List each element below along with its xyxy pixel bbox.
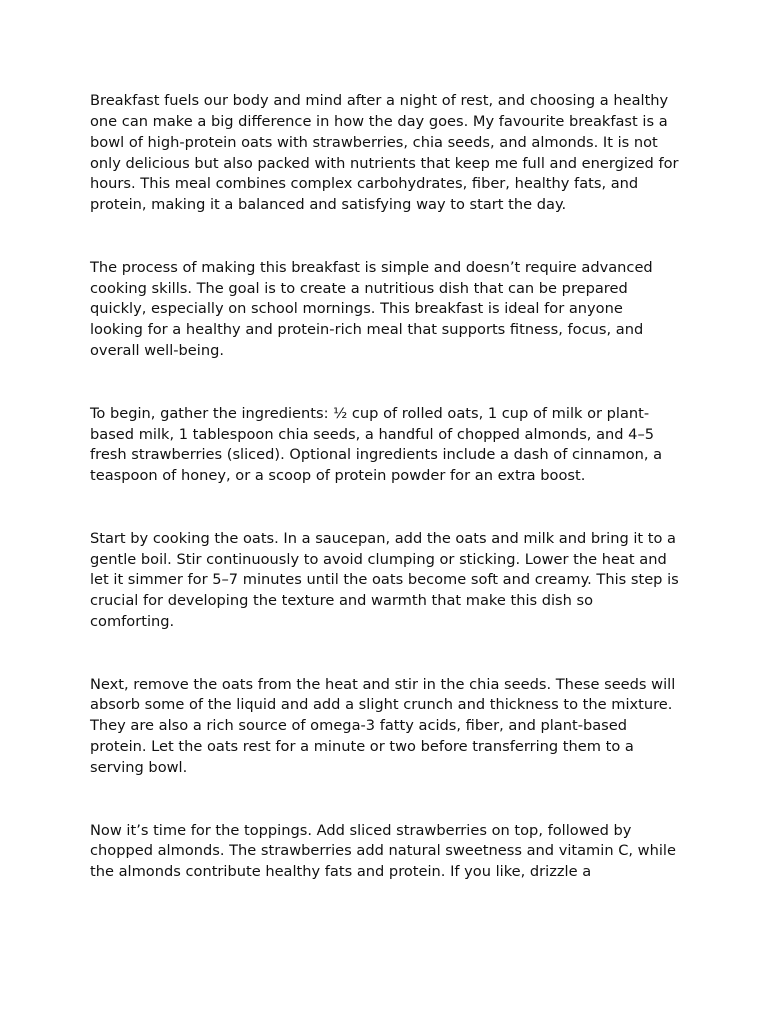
paragraph-ingredients: To begin, gather the ingredients: ½ cup of rolled oats, 1 cup of milk or plant-based milk, 1 tablespoon chia seeds, a handful of chopped almonds, and 4–5 fresh strawberries (sliced). Optional ingredients include a dash of cinnamon, a teaspoon of honey, or a scoop of protein powder for an extra boost. [90, 404, 663, 485]
document-body [90, 91, 680, 925]
paragraph-chia-seeds: Next, remove the oats from the heat and stir in the chia seeds. These seeds will absorb some of the liquid and add a slight crunch and thickness to the mixture. They are also a rich source of omega-3 fatty acids, fiber, and plant-based protein. Let the oats rest for a minute or two before transferring them to a serving bowl. [90, 675, 676, 776]
paragraph-process: The process of making this breakfast is simple and doesn’t require advanced cooking skills. The goal is to create a nutritious dish that can be prepared quickly, especially on school mornings. This breakfast is ideal for anyone looking for a healthy and protein-rich meal that supports fitness, focus, and overall well-being. [90, 258, 653, 360]
paragraph-intro: Breakfast fuels our body and mind after a night of rest, and choosing a healthy one can make a big difference in how the day goes. My favourite breakfast is a bowl of high-protein oats with strawberries, chia seeds, and almonds. It is not only delicious but also packed with nutrients that keep me full and energized for hours. This meal combines complex carbohydrates, fiber, healthy fats, and protein, making it a balanced and satisfying way to start the day. [90, 92, 679, 214]
paragraph-toppings: Now it’s time for the toppings. Add sliced strawberries on top, followed by chopped almonds. The strawberries add natural sweetness and vitamin C, while the almonds contribute healthy fats and protein. If you like, drizzle a [90, 821, 676, 881]
paragraph-cooking: Start by cooking the oats. In a saucepan, add the oats and milk and bring it to a gentle boil. Stir continuously to avoid clumping or sticking. Lower the heat and let it simmer for 5–7 minutes until the oats become soft and creamy. This step is crucial for developing the texture and warmth that make this dish so comforting. [90, 529, 679, 631]
